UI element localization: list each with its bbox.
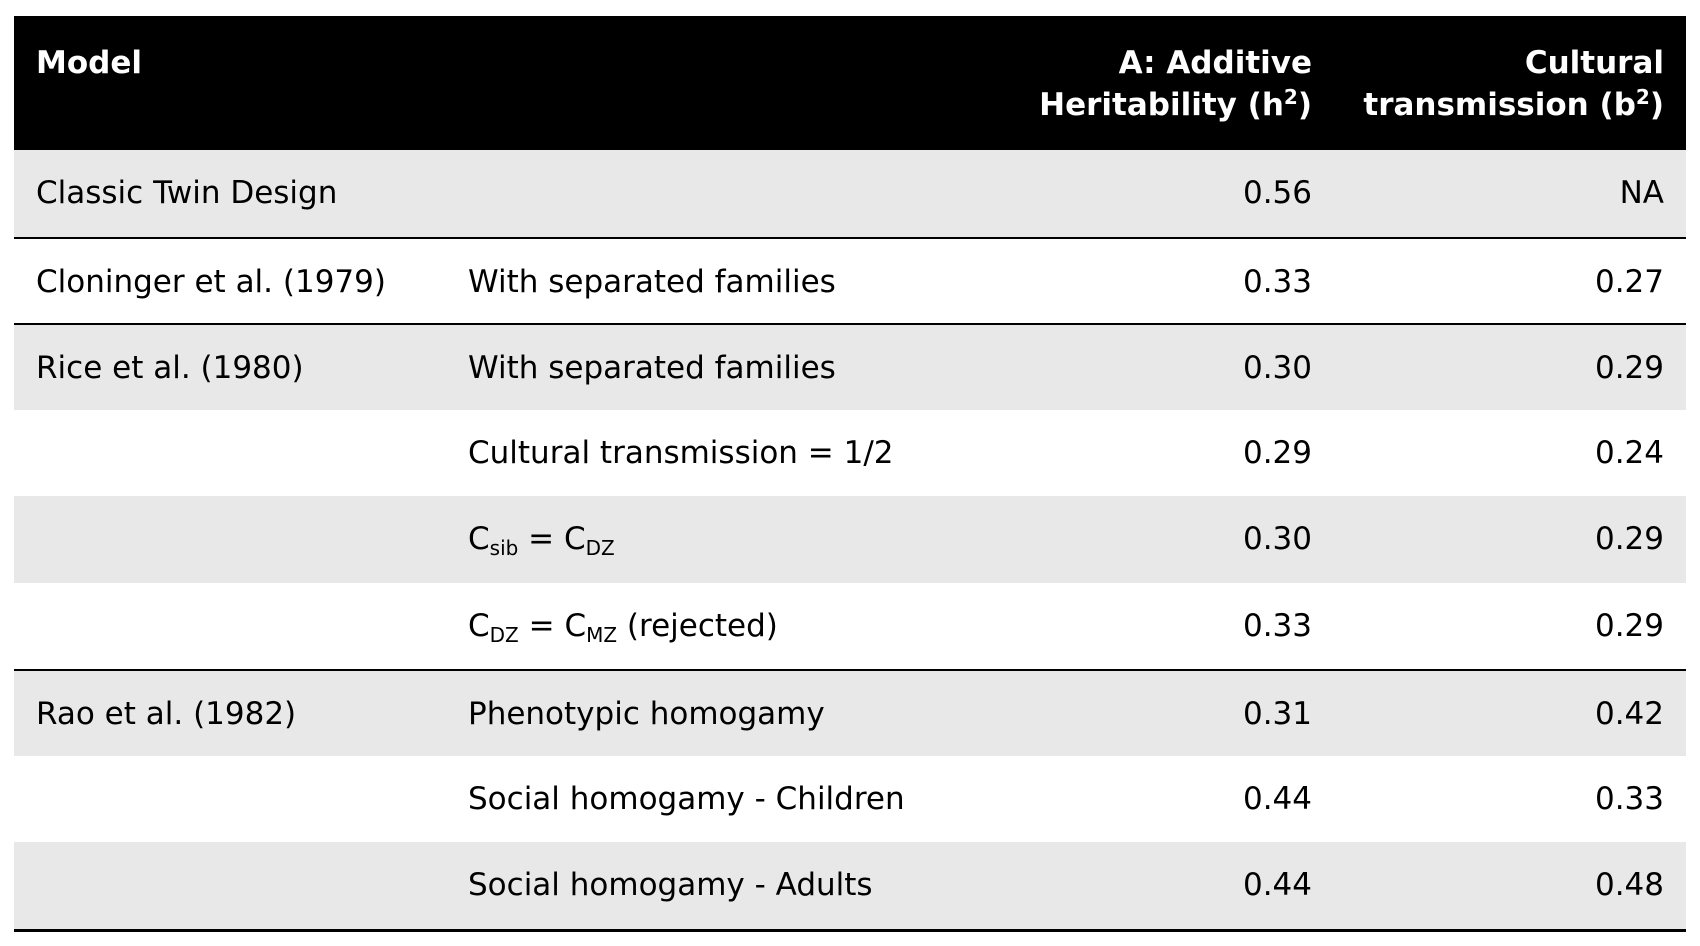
cell-variant: $C_{sib} = C_{DZ}$ [468,521,615,560]
table-row [14,410,1686,497]
cell-variant: Phenotypic homogamy [468,696,825,732]
cell-cultural: 0.33 [1594,780,1664,817]
table-row [14,496,1686,583]
results-table [14,16,1686,932]
cell-cultural: 0.42 [1594,696,1664,732]
header-cultural-line2: transmission $(b^2)$ [1363,85,1664,123]
cell-cultural: 0.29 [1594,350,1664,386]
cell-cultural: 0.29 [1594,607,1664,644]
cell-additive: 0.29 [1242,434,1312,471]
cell-variant: Social homogamy - Children [468,780,905,817]
cell-additive: 0.33 [1242,263,1312,300]
header-additive-line2: Heritability $(h^2)$ [1039,85,1312,123]
table-row [14,323,1686,410]
table-row [14,756,1686,843]
cell-model: Rao et al. (1982) [36,696,297,732]
cell-variant: Social homogamy - Adults [468,867,873,903]
cell-model: Cloninger et al. (1979) [36,263,386,300]
table-row [14,150,1686,237]
header-additive-heritability [1039,42,1312,126]
header-cultural-line1: Cultural [1524,45,1664,81]
header-additive-line1: A: Additive [1118,45,1312,81]
cell-variant: With separated families [468,263,836,300]
cell-additive: 0.31 [1242,696,1312,732]
cell-variant: Cultural transmission = 1/2 [468,434,894,471]
cell-cultural: 0.27 [1594,263,1664,300]
cell-additive: 0.33 [1242,607,1312,644]
cell-additive: 0.30 [1242,521,1312,557]
cell-additive: 0.30 [1242,350,1312,386]
cell-additive: 0.56 [1242,175,1312,211]
header-cultural-transmission [1363,42,1664,126]
cell-cultural: 0.24 [1594,434,1664,471]
table-row [14,842,1686,932]
cell-cultural: NA [1619,175,1664,211]
cell-variant: With separated families [468,350,836,386]
cell-cultural: 0.48 [1594,867,1664,903]
cell-model: Classic Twin Design [36,175,338,211]
cell-additive: 0.44 [1242,780,1312,817]
table-row [14,669,1686,756]
cell-variant: $C_{DZ} = C_{MZ}$ (rejected) [468,607,778,647]
cell-model: Rice et al. (1980) [36,350,304,386]
cell-additive: 0.44 [1242,867,1312,903]
table-row [14,237,1686,324]
table-row [14,583,1686,670]
cell-cultural: 0.29 [1594,521,1664,557]
table-header [14,16,1686,150]
header-model: Model [36,45,142,81]
